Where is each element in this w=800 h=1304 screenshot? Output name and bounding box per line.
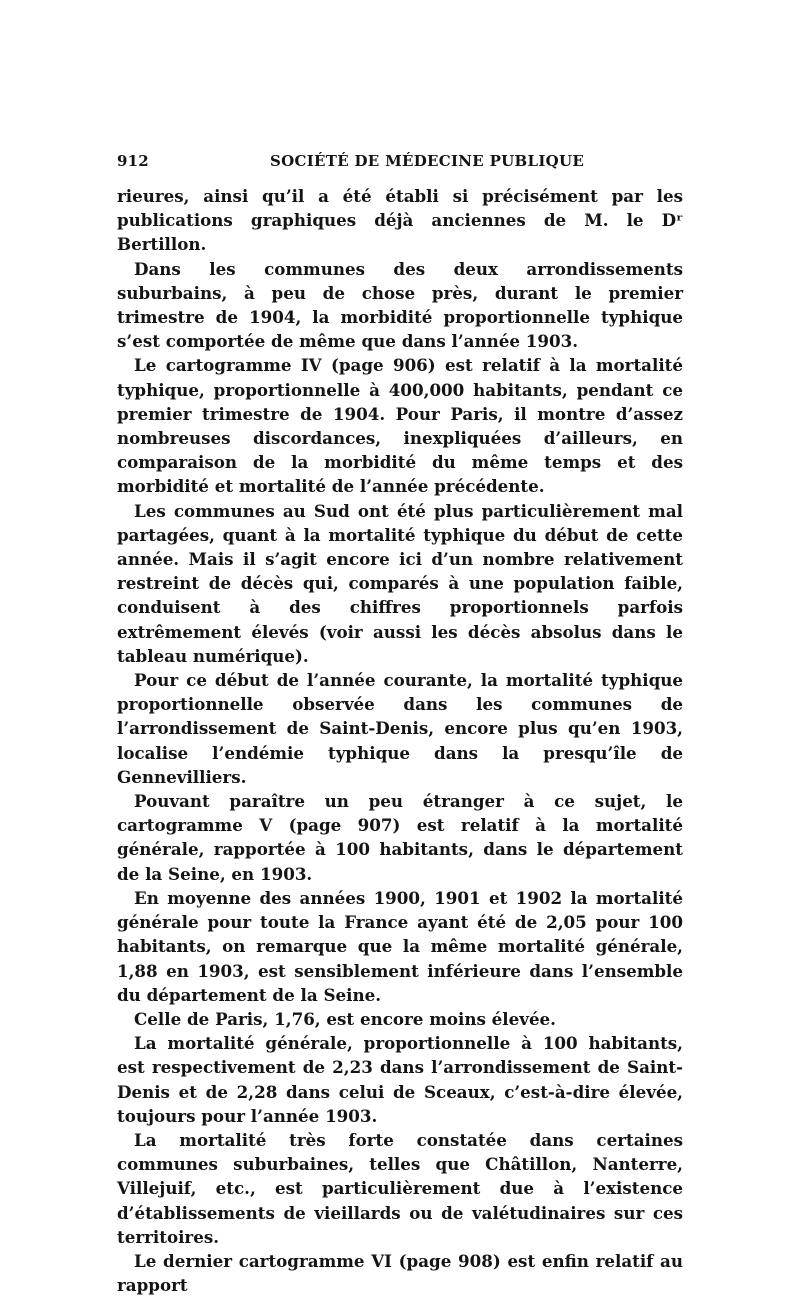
paragraph: La mortalité générale, proportionnelle à 100 habitants, est respectivement de 2,23 dans l’arrondissement de Saint-Denis et de 2,28 dans celui de Sceaux, c’est-à-dire élevée, toujours pour l’année 1903. bbox=[117, 1033, 683, 1126]
paragraph: Les communes au Sud ont été plus particulièrement mal partagées, quant à la mortalité typhique du début de cette année. Mais il s’agit encore ici d’un nombre relativement restreint de décès qui, comparés à une population faible, conduisent à des chiffres proportionnels parfois extrêmement élevés (voir aussi les décès absolus dans le tableau numérique). bbox=[117, 500, 683, 666]
paragraph: Pour ce début de l’année courante, la mortalité typhique proportionnelle observée dans les communes de l’arrondissement de Saint-Denis, encore plus qu’en 1903, localise l’endémie typhique dans la presqu’île de Gennevilliers. bbox=[117, 670, 683, 787]
paragraph: En moyenne des années 1900, 1901 et 1902 la mortalité générale pour toute la France ayant été de 2,05 pour 100 habitants, on remarque que la même mortalité générale, 1,88 en 1903, est sensiblement inférieure dans l’ensemble du département de la Seine. bbox=[117, 887, 683, 1005]
running-header bbox=[117, 150, 683, 174]
body-text bbox=[117, 184, 683, 1297]
book-page bbox=[117, 150, 683, 1297]
paragraph: Pouvant paraître un peu étranger à ce sujet, le cartogramme V (page 907) est relatif à la mortalité générale, rapportée à 100 habitants, dans le département de la Seine, en 1903. bbox=[117, 791, 683, 884]
running-title: SOCIÉTÉ DE MÉDECINE PUBLIQUE bbox=[270, 152, 585, 170]
page-number: 912 bbox=[117, 152, 149, 170]
paragraph: Le dernier cartogramme VI (page 908) est enfin relatif au rapport bbox=[117, 1250, 683, 1296]
paragraph: rieures, ainsi qu’il a été établi si précisément par les publications graphiques déjà anciennes de M. le Dʳ Bertillon. bbox=[117, 186, 683, 255]
paragraph: La mortalité très forte constatée dans certaines communes suburbaines, telles que Châtillon, Nanterre, Villejuif, etc., est particulièrement due à l’existence d’établissements de vieillards ou de valétudinaires sur ces territoires. bbox=[117, 1129, 683, 1247]
paragraph: Dans les communes des deux arrondissements suburbains, à peu de chose près, durant le premier trimestre de 1904, la morbidité proportionnelle typhique s’est comportée de même que dans l’année 1903. bbox=[117, 258, 683, 352]
paragraph: Celle de Paris, 1,76, est encore moins élevée. bbox=[134, 1008, 556, 1029]
paragraph: Le cartogramme IV (page 906) est relatif à la mortalité typhique, proportionnelle à 400,000 habitants, pendant ce premier trimestre de 1904. Pour Paris, il montre d’assez nombreuses discordances, inexpliquées d’ailleurs, en comparaison de la morbidité du même temps et des morbidité et mortalité de l’année précédente. bbox=[117, 355, 683, 497]
